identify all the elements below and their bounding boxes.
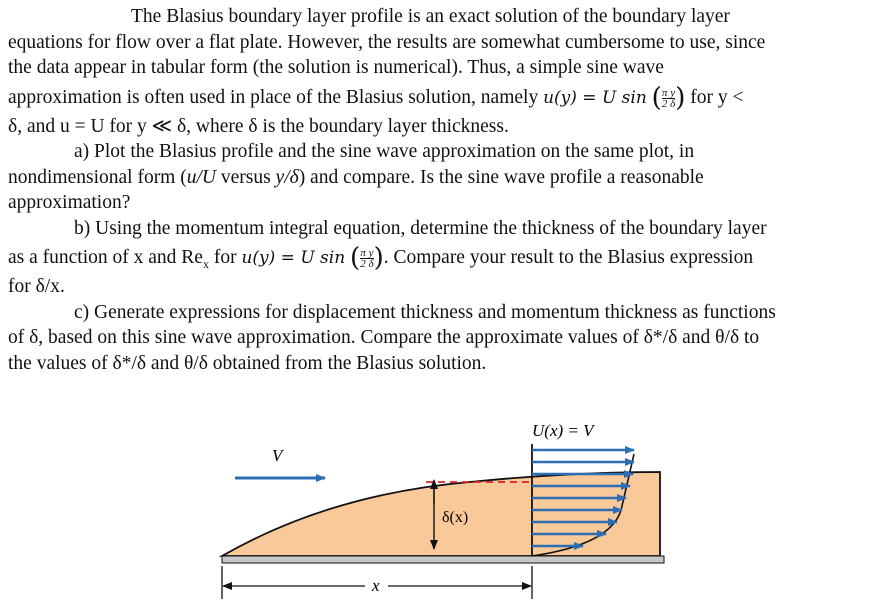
formula-sine-b: u(y) = U sin [241,248,346,268]
freestream-label: V [272,446,283,465]
part-b-line-2-post: . Compare your result to the Blasius expression [383,247,754,268]
part-c-line-1: c) Generate expressions for displacement thickness and momentum thickness as functions [74,301,776,323]
delta-label: δ(x) [442,509,469,526]
problem-text [8,4,888,376]
fraction-denominator-b: 2 δ [360,258,374,271]
intro-line-2: equations for flow over a flat plate. However, the results are somewhat cumbersome to use, since [8,31,766,53]
part-b-line-3: for δ/x. [8,276,65,297]
part-c-line-2: of δ, based on this sine wave approximation. Compare the approximate values of δ*/δ and θ/δ to [8,327,760,348]
part-a-line-2-pre: nondimensional form ( [8,166,187,188]
intro-line-3: the data appear in tabular form (the solution is numerical). Thus, a simple sine wave [8,57,664,78]
boundary-layer-figure [210,414,670,609]
fraction-numerator-b: π y [360,247,374,260]
flat-plate [222,556,664,563]
part-b-subscript: x [202,256,209,271]
part-b-line-1: b) Using the momentum integral equation, determine the thickness of the boundary layer [74,217,767,239]
part-b-line-2: as a function of x and $Re_x$ for u(y) = U sin ( $\frac{\text{π y}}{2 \delta}$ ). Compare your result to the Blasius expression [8,243,754,274]
part-a-line-3: approximation? [8,192,131,213]
part-a-var-u: u/U [186,166,216,188]
part-a-line-2-mid: versus [215,166,276,188]
intro-line-1: The Blasius boundary layer profile is an exact solution of the boundary layer [131,6,730,27]
x-label: x [372,576,380,595]
part-b-line-2-mid: for [208,247,242,268]
boundary-layer-region [222,472,660,556]
formula-fraction-b [360,248,373,269]
formula-fraction [662,88,675,109]
intro-line-4-tail: for y < [685,86,744,108]
intro-line-4-text: approximation is often used in place of the Blasius solution, namely [8,86,544,108]
part-a-var-y: y/δ [275,166,299,188]
part-a-line-1: a) Plot the Blasius profile and the sine wave approximation on the same plot, in [74,141,695,162]
intro-line-4: approximation is often used in place of the Blasius solution, namely u(y) = U sin ( $\frac{\text{π y}}{2 \delta}$ ) for y < [8,82,744,113]
outer-velocity-label: U(x) = V [532,421,594,440]
part-a-line-2 [8,165,888,191]
formula-sine: u(y) = U sin [543,87,647,108]
intro-line-5: δ, and u = U for y ≪ δ, where δ is the boundary layer thickness. [8,115,509,137]
fraction-numerator: π y [661,86,676,99]
part-c-line-3: the values of δ*/δ and θ/δ obtained from the Blasius solution. [8,352,487,374]
part-a-line-2-post: ) and compare. Is the sine wave profile a reasonable [298,166,704,188]
fraction-denominator: 2 δ [661,97,676,110]
part-b-line-2-pre: as a function of x and Re [8,247,203,268]
